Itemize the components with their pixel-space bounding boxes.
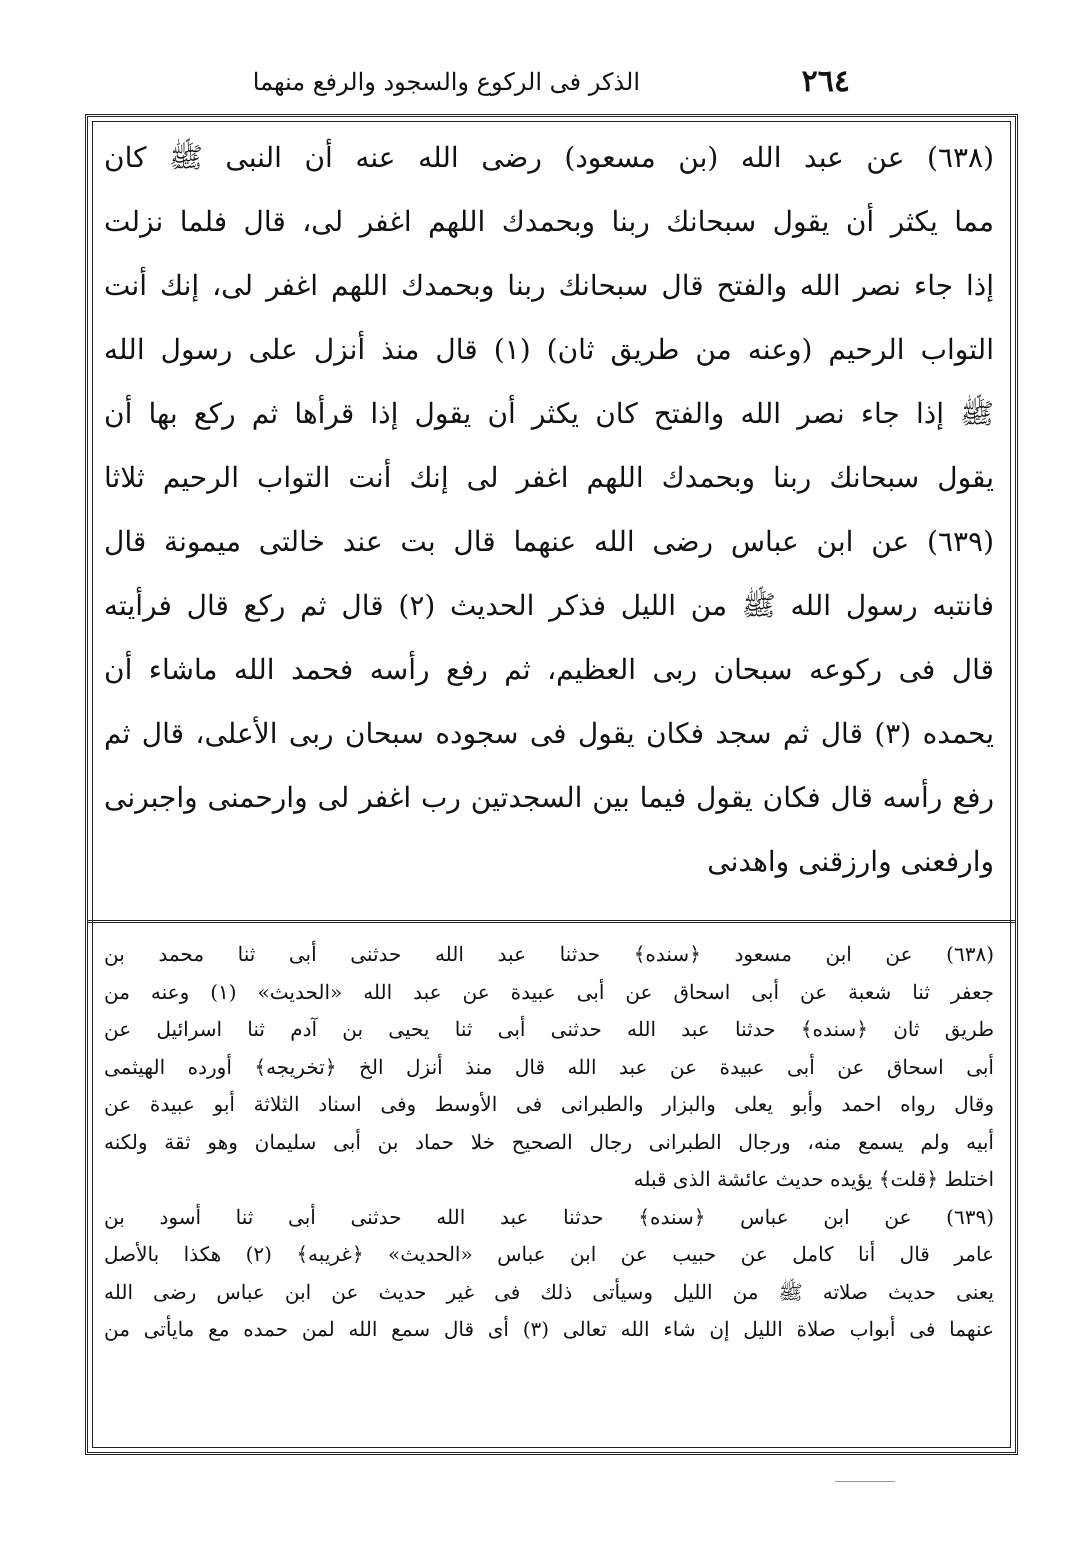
- hadith-line: قال فى ركوعه سبحان ربى العظيم، ثم رفع رأسه فحمد الله ماشاء أن: [104, 653, 994, 686]
- commentary-line: (٦٣٨) عن ابن مسعود ﴿سنده﴾ حدثنا عبد الله حدثنى أبى ثنا محمد بن: [104, 942, 994, 966]
- commentary-line: أبيه ولم يسمع منه، ورجال الطبرانى رجال الصحيح خلا حماد بن أبى سليمان وهو ثقة ولكنه: [104, 1129, 994, 1154]
- commentary-line: أبى اسحاق عن أبى عبيدة عن عبد الله قال منذ أنزل الخ ﴿تخريجه﴾ أورده الهيثمى: [104, 1054, 994, 1079]
- page-number: ٢٦٤: [801, 64, 850, 99]
- running-title: الذكر فى الركوع والسجود والرفع منهما: [252, 68, 640, 96]
- commentary-line: يعنى حديث صلاته ﷺ من الليل وسيأتى ذلك فى غير حديث عن ابن عباس رضى الله: [104, 1279, 994, 1304]
- hadith-line: (٦٣٨) عن عبد الله (بن مسعود) رضى الله عنه أن النبى ﷺ كان: [104, 141, 994, 174]
- hadith-line: رفع رأسه قال فكان يقول فيما بين السجدتين رب اغفر لى وارحمنى واجبرنى: [104, 781, 994, 814]
- hadith-line: وارفعنى وارزقنى واهدنى: [707, 845, 994, 878]
- hadith-line: مما يكثر أن يقول سبحانك ربنا وبحمدك اللهم اغفر لى، قال فلما نزلت: [104, 205, 994, 238]
- commentary-line: وقال رواه احمد وأبو يعلى والبزار والطبرانى فى الأوسط وفى اسناد الثلاثة أبو عبيدة عن: [104, 1092, 994, 1116]
- hadith-line: إذا جاء نصر الله والفتح قال سبحانك ربنا وبحمدك اللهم اغفر لى، إنك أنت: [104, 269, 994, 302]
- text-notes-separator: [87, 920, 1016, 928]
- hadith-line: ﷺ إذا جاء نصر الله والفتح كان يكثر أن يقول إذا قرأها ثم ركع بها أن: [104, 397, 994, 430]
- commentary-line: طريق ثان ﴿سنده﴾ حدثنا عبد الله حدثنى أبى ثنا يحيى بن آدم ثنا اسرائيل عن: [104, 1017, 994, 1041]
- commentary-line: عنهما فى أبواب صلاة الليل إن شاء الله تعالى (٣) أى قال سمع الله لمن حمده مع مايأتى من: [104, 1317, 994, 1341]
- commentary-line: اختلط ﴿قلت﴾ يؤيده حديث عائشة الذى قبله: [633, 1167, 994, 1191]
- commentary-block: [104, 936, 994, 1349]
- commentary-line: جعفر ثنا شعبة عن أبى اسحاق عن أبى عبيدة عن عبد الله «الحديث» (١) وعنه من: [104, 979, 994, 1004]
- hadith-line: التواب الرحيم (وعنه من طريق ثان) (١) قال منذ أنزل على رسول الله: [104, 333, 994, 366]
- hadith-line: يحمده (٣) قال ثم سجد فكان يقول فى سجوده سبحان ربى الأعلى، قال ثم: [104, 717, 994, 750]
- commentary-line: (٦٣٩) عن ابن عباس ﴿سنده﴾ حدثنا عبد الله حدثنى أبى ثنا أسود بن: [104, 1204, 994, 1229]
- hadith-line: فانتبه رسول الله ﷺ من الليل فذكر الحديث (٢) قال ثم ركع قال فرأيته: [104, 589, 994, 622]
- footer-rule: [835, 1481, 895, 1482]
- page-header: [250, 62, 850, 104]
- hadith-text-block: [104, 126, 994, 894]
- hadith-line: (٦٣٩) عن ابن عباس رضى الله عنهما قال بت عند خالتى ميمونة قال: [104, 525, 994, 558]
- hadith-line: يقول سبحانك ربنا وبحمدك اللهم اغفر لى إنك أنت التواب الرحيم ثلاثا: [104, 461, 994, 494]
- commentary-line: عامر قال أنا كامل عن حبيب عن ابن عباس «الحديث» ﴿غريبه﴾ (٢) هكذا بالأصل: [104, 1242, 994, 1266]
